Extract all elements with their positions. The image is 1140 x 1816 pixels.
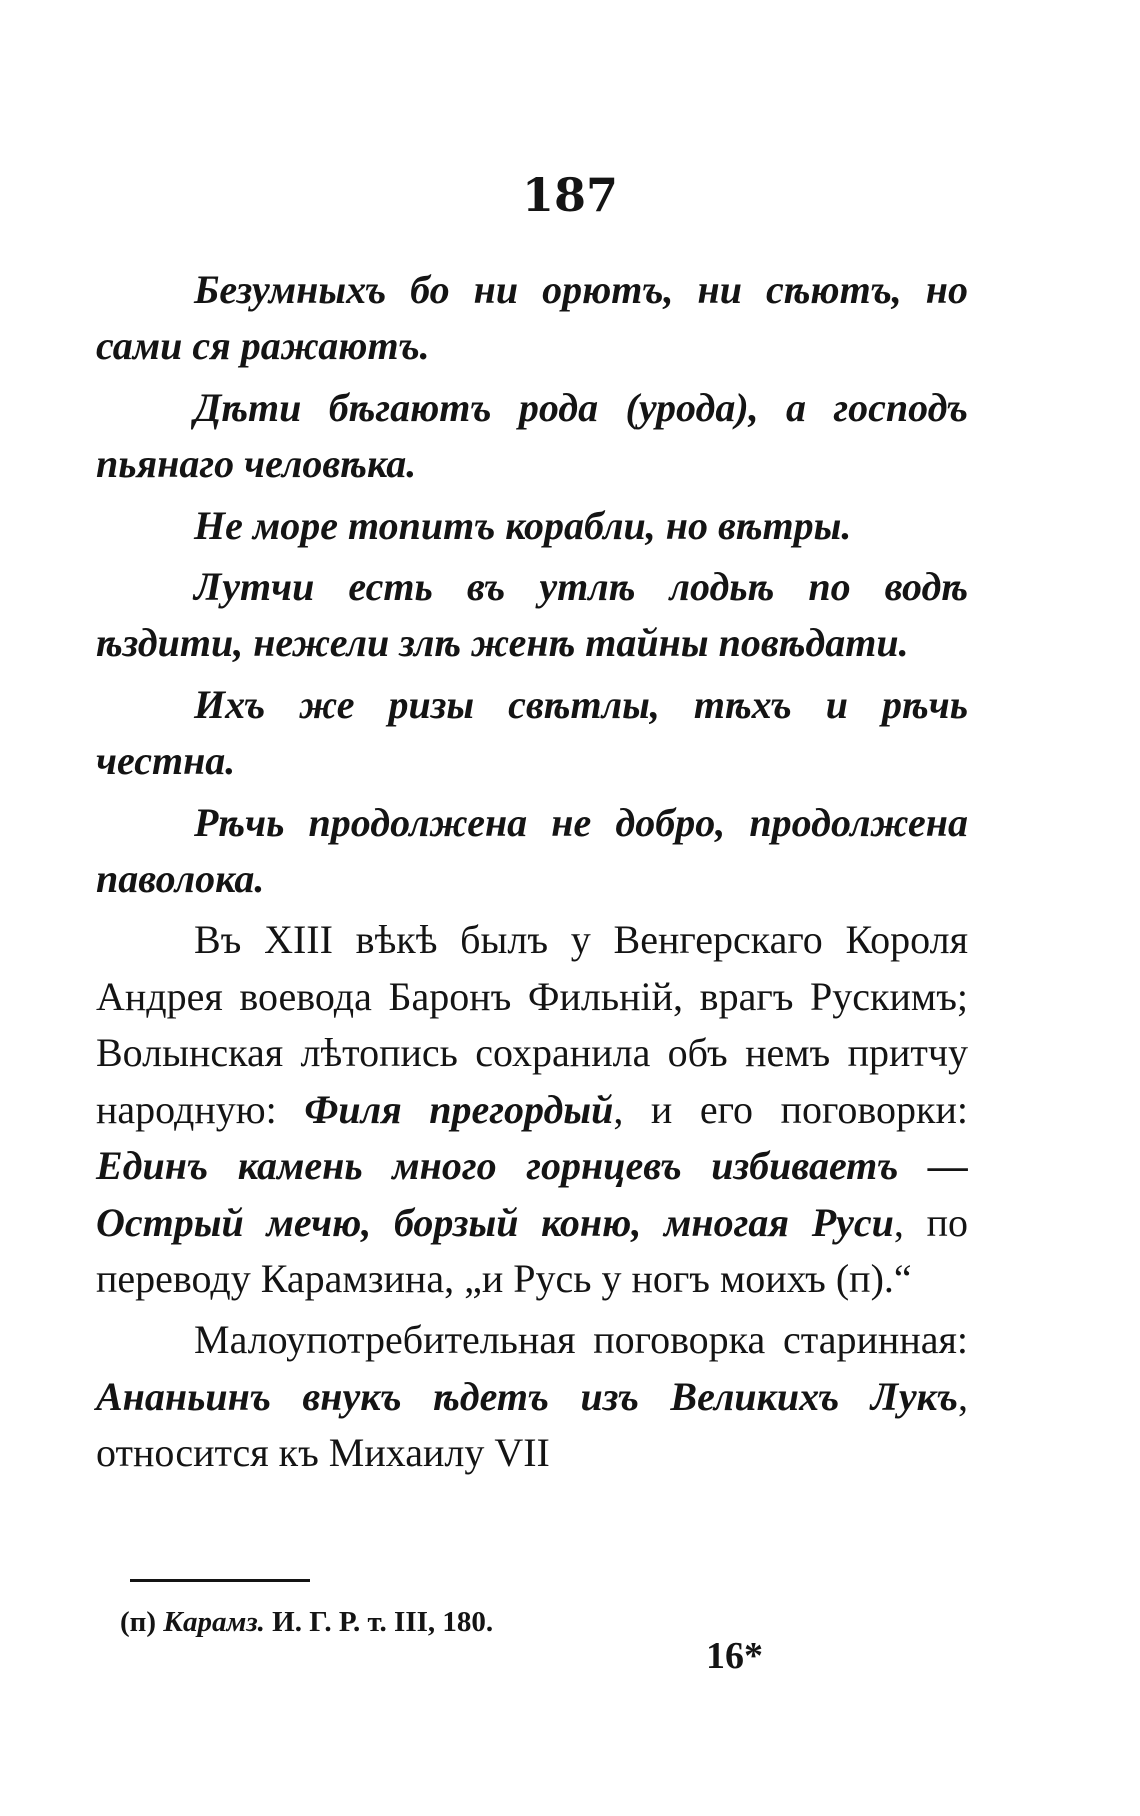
body-text xyxy=(96,262,968,1487)
history-text: Въ XIII вѣкѣ былъ у Венгерскаго Короля Андрея воевода Баронъ Фильній, врагъ Рускимъ; Волынская лѣтопись сохранила объ немъ притчу народную: xyxy=(96,917,968,1132)
history-paragraph xyxy=(96,912,968,1307)
proverb-paragraph: Ихъ же ризы свѣтлы, тѣхъ и рѣчь честна. xyxy=(96,681,968,784)
footnote xyxy=(120,1606,493,1639)
proverb-paragraph: Безумныхъ бо ни орютъ, ни сѣютъ, но сами ся ражаютъ. xyxy=(96,267,968,369)
footnote-marker: (п) xyxy=(120,1606,157,1638)
signature-mark: 16* xyxy=(706,1635,763,1677)
page-number: 187 xyxy=(521,168,619,222)
saying-text: , относится къ Михаилу VII xyxy=(96,1373,968,1476)
proverb-paragraph: Не море топитъ корабли, но вѣтры. xyxy=(194,502,852,548)
saying-text: Малоупотребительная поговорка старинная: xyxy=(194,1317,968,1363)
proverb-paragraph: Дѣти бѣгаютъ рода (урода), а господъ пьянаго человѣка. xyxy=(96,384,968,487)
history-emphasis: Единъ камень много горнцевъ избиваетъ — Острый мечю, борзый коню, многая Руси xyxy=(96,1143,968,1245)
proverb-paragraph: Рѣчь продолжена не добро, продолжена паволока. xyxy=(96,799,968,902)
saying-emphasis: Ананьинъ внукъ ѣдетъ изъ Великихъ Лукъ xyxy=(96,1373,958,1419)
saying-paragraph xyxy=(96,1312,968,1481)
footnote-source: Карамз. xyxy=(163,1606,265,1638)
footnote-reference: И. Г. Р. т. III, 180. xyxy=(272,1606,494,1638)
history-text: , по переводу Карамзина, „и Русь у ногъ моихъ (п).“ xyxy=(96,1199,968,1301)
history-text: , и его поговорки: xyxy=(613,1086,968,1132)
history-emphasis: Филя прегордый xyxy=(304,1086,614,1132)
proverb-paragraph: Лутчи есть въ утлѣ лодьѣ по водѣ ѣздити, нежели злѣ женѣ тайны повѣдати. xyxy=(96,564,968,666)
footnote-divider xyxy=(130,1579,310,1582)
